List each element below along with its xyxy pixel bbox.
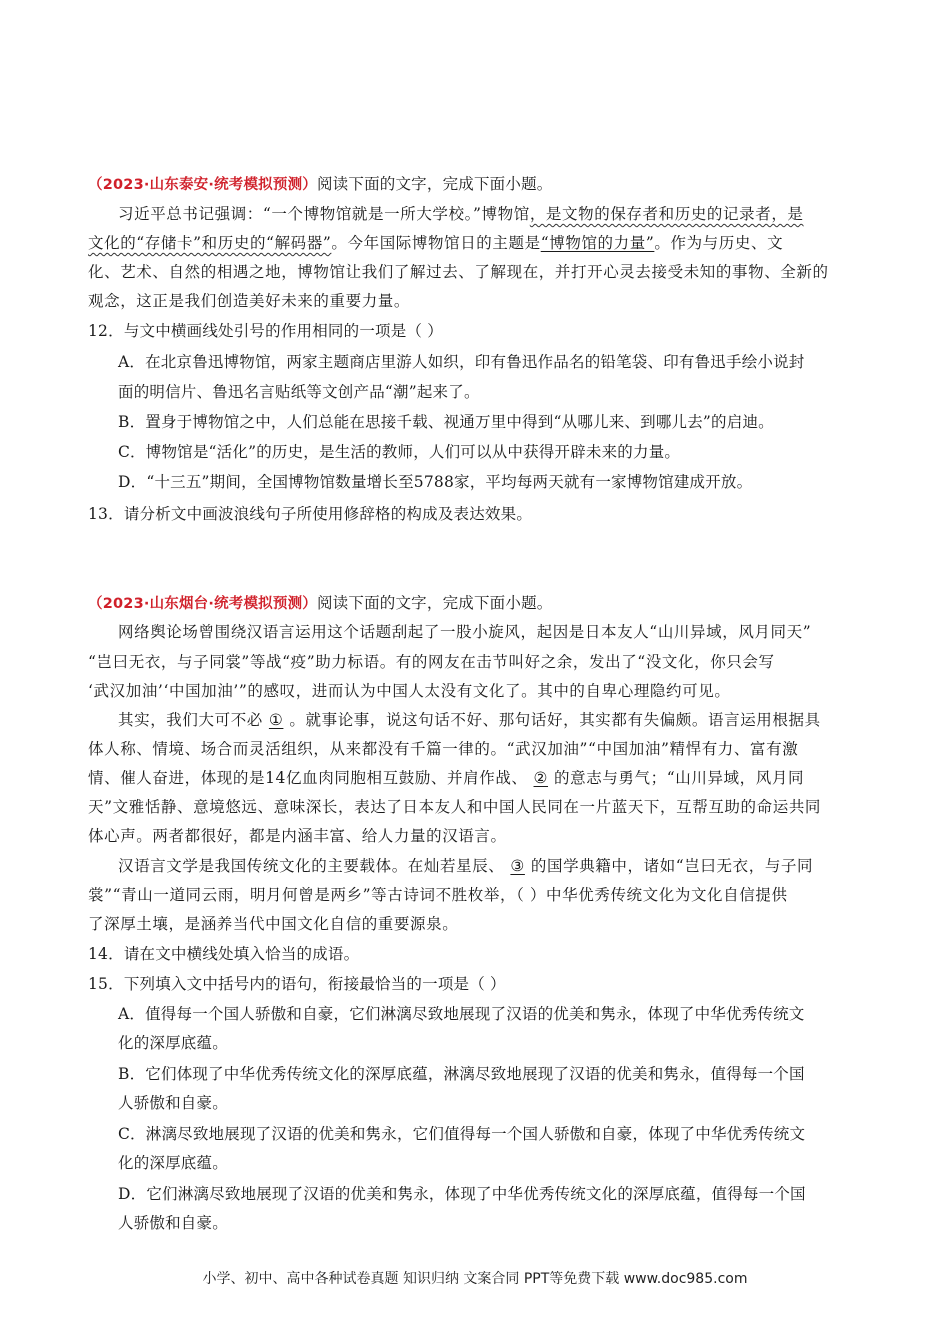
wavy-underlined-text: ，是文物的保存者和历史的记录者，是: [529, 205, 804, 223]
source-label: （2023·山东烟台·统考模拟预测）: [88, 596, 317, 612]
text-span: 情、催人奋进，体现的是14亿血肉同胞相互鼓励、并肩作战、: [88, 769, 528, 787]
passage1-header: [88, 174, 858, 195]
option-b: B．它们体现了中华优秀传统文化的深厚底蕴，淋漓尽致地展现了汉语的优美和隽永，值得每一个国: [118, 1065, 805, 1083]
passage2-line: “岂曰无衣，与子同裳”等战“疫”助力标语。有的网友在击节叫好之余，发出了“没文化，你只会写: [88, 653, 775, 671]
option-b-cont: 人骄傲和自豪。: [118, 1094, 228, 1112]
text-span: 的意志与勇气；“山川异域，风月同: [554, 769, 805, 787]
text-span: 的国学典籍中，诸如“岂曰无衣，与子同: [530, 857, 814, 875]
passage2-line: 体心声。两者都很好，都是内涵丰富、给人力量的汉语言。: [88, 827, 507, 845]
underlined-quote: “博物馆的力量”: [540, 234, 655, 252]
option-a: A．值得每一个国人骄傲和自豪，它们淋漓尽致地展现了汉语的优美和隽永，体现了中华优秀传统文: [118, 1005, 805, 1023]
source-label: （2023·山东泰安·统考模拟预测）: [88, 177, 317, 193]
option-d: D．“十三五”期间，全国博物馆数量增长至5788家，平均每两天就有一家博物馆建成开放。: [118, 473, 753, 491]
passage1-line: [118, 204, 888, 224]
option-a-cont: 化的深厚底蕴。: [118, 1034, 228, 1052]
text-span: 其实，我们大可不必: [118, 711, 263, 729]
passage2-header: [88, 593, 858, 614]
option-c: C．博物馆是“活化”的历史，是生活的教师，人们可以从中获得开辟未来的力量。: [118, 443, 681, 461]
passage2-line: ‘武汉加油’‘中国加油’”的感叹，进而认为中国人太没有文化了。其中的自卑心理隐约可见。: [88, 682, 731, 700]
blank-1: ①: [268, 711, 284, 729]
question-13-stem: 13．请分析文中画波浪线句子所使用修辞格的构成及表达效果。: [88, 505, 533, 523]
instruction: 阅读下面的文字，完成下面小题。: [316, 594, 553, 612]
question-14-stem: 14．请在文中横线处填入恰当的成语。: [88, 945, 360, 963]
text-span: 习近平总书记强调：“一个博物馆就是一所大学校。”博物馆: [118, 205, 530, 223]
option-c-cont: 化的深厚底蕴。: [118, 1154, 228, 1172]
passage2-line: [118, 856, 888, 876]
page-footer: 小学、初中、高中各种试卷真题 知识归纳 文案合同 PPT等免费下载 www.doc985.com: [202, 1271, 748, 1287]
question-12-stem: 12．与文中横画线处引号的作用相同的一项是（ ）: [88, 322, 443, 340]
option-a-cont: 面的明信片、鲁迅名言贴纸等文创产品“潮”起来了。: [118, 383, 480, 401]
passage2-line: 天”文雅恬静、意境悠远、意味深长，表达了日本友人和中国人民同在一片蓝天下，互帮互助的命运共同: [88, 798, 822, 816]
passage1-line: [88, 233, 858, 253]
wavy-underlined-text: 文化的“存储卡”和历史的“解码器”: [88, 234, 332, 252]
option-d: D．它们淋漓尽致地展现了汉语的优美和隽永，体现了中华优秀传统文化的深厚底蕴，值得每一个国: [118, 1185, 806, 1203]
option-d-cont: 人骄傲和自豪。: [118, 1214, 228, 1232]
text-span: 汉语言文学是我国传统文化的主要载体。在灿若星辰、: [118, 857, 505, 875]
text-span: 。作为与历史、文: [654, 234, 784, 252]
passage2-line: 网络舆论场曾围绕汉语言运用这个话题刮起了一股小旋风，起因是日本友人“山川异域，风月同天”: [118, 623, 812, 641]
passage2-line: [118, 710, 888, 730]
passage2-line: [88, 768, 858, 788]
option-b: B．置身于博物馆之中，人们总能在思接千载、视通万里中得到“从哪儿来、到哪儿去”的启迪。: [118, 413, 774, 431]
text-span: 。今年国际博物馆日的主题是: [331, 234, 541, 252]
passage2-line: 裳”“青山一道同云雨，明月何曾是两乡”等古诗词不胜枚举，（ ）中华优秀传统文化为文化自信提供: [88, 886, 788, 904]
text-span: 。就事论事，说这句话不好、那句话好，其实都有失偏颇。语言运用根据具: [289, 711, 821, 729]
passage2-line: 了深厚土壤，是涵养当代中国文化自信的重要源泉。: [88, 915, 459, 933]
blank-2: ②: [533, 769, 549, 787]
question-15-stem: 15．下列填入文中括号内的语句，衔接最恰当的一项是（ ）: [88, 975, 506, 993]
passage1-line: 化、艺术、自然的相遇之地，博物馆让我们了解过去、了解现在，并打开心灵去接受未知的事物、全新的: [88, 263, 829, 281]
blank-3: ③: [510, 857, 525, 875]
option-c: C．淋漓尽致地展现了汉语的优美和隽永，它们值得每一个国人骄傲和自豪，体现了中华优秀传统文: [118, 1125, 806, 1143]
option-a: A．在北京鲁迅博物馆，两家主题商店里游人如织，印有鲁迅作品名的铅笔袋、印有鲁迅手绘小说封: [118, 353, 805, 371]
passage2-line: 体人称、情境、场合而灵活组织，从来都没有千篇一律的。“武汉加油”“中国加油”精悍有力、富有激: [88, 740, 799, 758]
passage1-line: 观念，这正是我们创造美好未来的重要力量。: [88, 292, 411, 310]
instruction: 阅读下面的文字，完成下面小题。: [316, 175, 553, 193]
